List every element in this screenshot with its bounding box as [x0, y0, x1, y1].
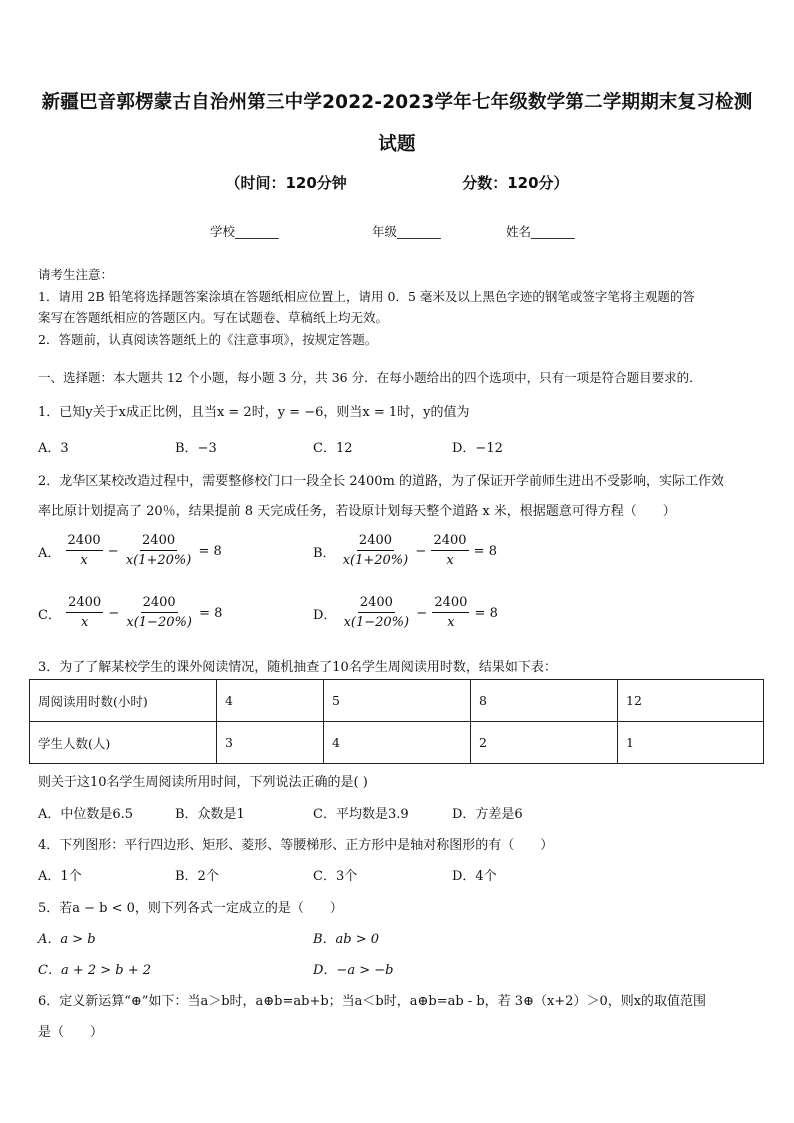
q1-option-a: A．3 [38, 441, 69, 456]
denominator: x [446, 553, 454, 568]
minus-sign: − [416, 605, 428, 621]
numerator: 2400 [358, 595, 395, 613]
numerator: 2400 [432, 595, 469, 613]
equals-eight: = 8 [474, 605, 498, 621]
equals-eight: = 8 [473, 543, 497, 559]
exam-notes [38, 264, 762, 350]
table-row [30, 680, 764, 722]
q4-option-a: A．1个 [38, 869, 82, 884]
table-cell: 12 [618, 680, 764, 722]
table-cell: 8 [471, 680, 618, 722]
denominator: x [447, 615, 455, 630]
q5-option-b: B．ab > 0 [313, 932, 380, 947]
numerator: 2400 [66, 595, 103, 613]
name-field: 姓名_______ [506, 224, 575, 239]
numerator: 2400 [141, 595, 178, 613]
numerator: 2400 [431, 533, 468, 551]
numerator: 2400 [66, 533, 103, 551]
denominator: x(1+20%) [125, 553, 192, 568]
equals-eight: = 8 [199, 605, 223, 621]
fraction [124, 595, 194, 631]
denominator: x [80, 553, 88, 568]
table-cell: 周阅读用时数(小时) [30, 680, 217, 722]
option-label: D． [313, 607, 337, 623]
question-2-stem-cont: 率比原计划提高了 20％，结果提前 8 天完成任务，若设原计划每天整个道路 x 米，根据题意可得方程（ ） [38, 504, 676, 519]
q5-option-a: A．a > b [38, 932, 96, 947]
q2-option-b [313, 533, 497, 569]
numerator: 2400 [357, 533, 394, 551]
table-row [30, 722, 764, 764]
fraction [66, 533, 103, 569]
exam-title-line2: 试题 [378, 134, 416, 155]
q3-option-d: D．方差是6 [452, 807, 523, 822]
question-5-stem: 5．若a − b < 0，则下列各式一定成立的是（ ） [38, 901, 343, 916]
fraction [432, 595, 469, 631]
equals-eight: = 8 [198, 543, 222, 559]
q2-option-c [38, 595, 222, 631]
exam-meta [0, 172, 794, 193]
denominator: x [80, 615, 89, 630]
q4-option-c: C．3个 [313, 869, 358, 884]
denominator: x(1−20%) [126, 615, 192, 630]
section-heading: 一、选择题：本大题共 12 个小题，每小题 3 分，共 36 分．在每小题给出的四个选项中，只有一项是符合题目要求的． [38, 370, 702, 385]
q1-option-d: D．−12 [452, 441, 503, 456]
denominator: x(1−20%) [343, 615, 410, 630]
q3-option-c: C．平均数是3.9 [313, 807, 409, 822]
fraction [342, 595, 412, 631]
notes-line: 2．答题前，认真阅读答题纸上的《注意事项》，按规定答题。 [38, 331, 378, 347]
reading-time-table [29, 679, 764, 764]
option-label: A． [38, 545, 61, 561]
option-label: C． [38, 607, 61, 623]
minus-sign: − [415, 543, 427, 559]
option-label: B． [313, 545, 336, 561]
table-cell: 4 [324, 722, 471, 764]
table-cell: 3 [217, 722, 324, 764]
question-6-stem-cont: 是（ ） [38, 1025, 104, 1040]
q4-option-d: D．4个 [452, 869, 497, 884]
minus-sign: − [108, 605, 120, 621]
table-cell: 1 [618, 722, 764, 764]
total-score: 分数：120分） [462, 174, 569, 192]
q5-option-c: C．a + 2 > b + 2 [38, 963, 152, 978]
question-2-stem: 2．龙华区某校改造过程中，需要整修校门口一段全长 2400m 的道路，为了保证开学前师生进出不受影响，实际工作效 [38, 474, 724, 489]
minus-sign: − [107, 543, 119, 559]
q3-option-b: B．众数是1 [175, 807, 245, 822]
question-3-stem: 3．为了了解某校学生的课外阅读情况，随机抽查了10名学生周阅读用时数，结果如下表： [38, 660, 557, 675]
question-3-prompt: 则关于这10名学生周阅读所用时间，下列说法正确的是( ) [38, 775, 368, 790]
time-limit: （时间：120分钟 [225, 174, 347, 192]
q5-option-d: D．−a > −b [313, 963, 394, 978]
q4-option-b: B．2个 [175, 869, 219, 884]
q1-option-b: B．−3 [175, 441, 217, 456]
notes-line: 案写在答题纸相应的答题区内。写在试题卷、草稿纸上均无效。 [38, 310, 389, 325]
fraction [341, 533, 411, 569]
notes-heading: 请考生注意： [38, 267, 114, 282]
school-field: 学校_______ [210, 224, 279, 239]
notes-line: 1．请用 2B 铅笔将选择题答案涂填在答题纸相应位置上，请用 0．5 毫米及以上黑色字迹的钢笔或签字笔将主观题的答 [38, 288, 695, 304]
fraction [66, 595, 103, 631]
question-4-stem: 4．下列图形：平行四边形、矩形、菱形、等腰梯形、正方形中是轴对称图形的有（ ） [38, 838, 554, 853]
fraction [124, 533, 194, 569]
denominator: x(1+20%) [342, 553, 409, 568]
numerator: 2400 [140, 533, 177, 551]
q2-option-d [313, 595, 498, 631]
question-6-stem: 6．定义新运算“⊕”如下：当a＞b时，a⊕b=ab+b；当a＜b时，a⊕b=ab - b，若 3⊕（x+2）＞0，则x的取值范围 [38, 994, 707, 1009]
fraction [431, 533, 468, 569]
table-cell: 5 [324, 680, 471, 722]
exam-title: 新疆巴音郭楞蒙古自治州第三中学2022-2023学年七年级数学第二学期期末复习检测 [41, 92, 753, 113]
table-cell: 4 [217, 680, 324, 722]
q3-option-a: A．中位数是6.5 [38, 807, 134, 822]
question-1-stem: 1．已知y关于x成正比例，且当x = 2时，y = −6，则当x = 1时，y的值为 [38, 405, 470, 420]
table-cell: 2 [471, 722, 618, 764]
q1-option-c: C．12 [313, 441, 353, 456]
q2-option-a [38, 533, 222, 569]
grade-field: 年级_______ [372, 224, 441, 239]
table-cell: 学生人数(人) [30, 722, 217, 764]
